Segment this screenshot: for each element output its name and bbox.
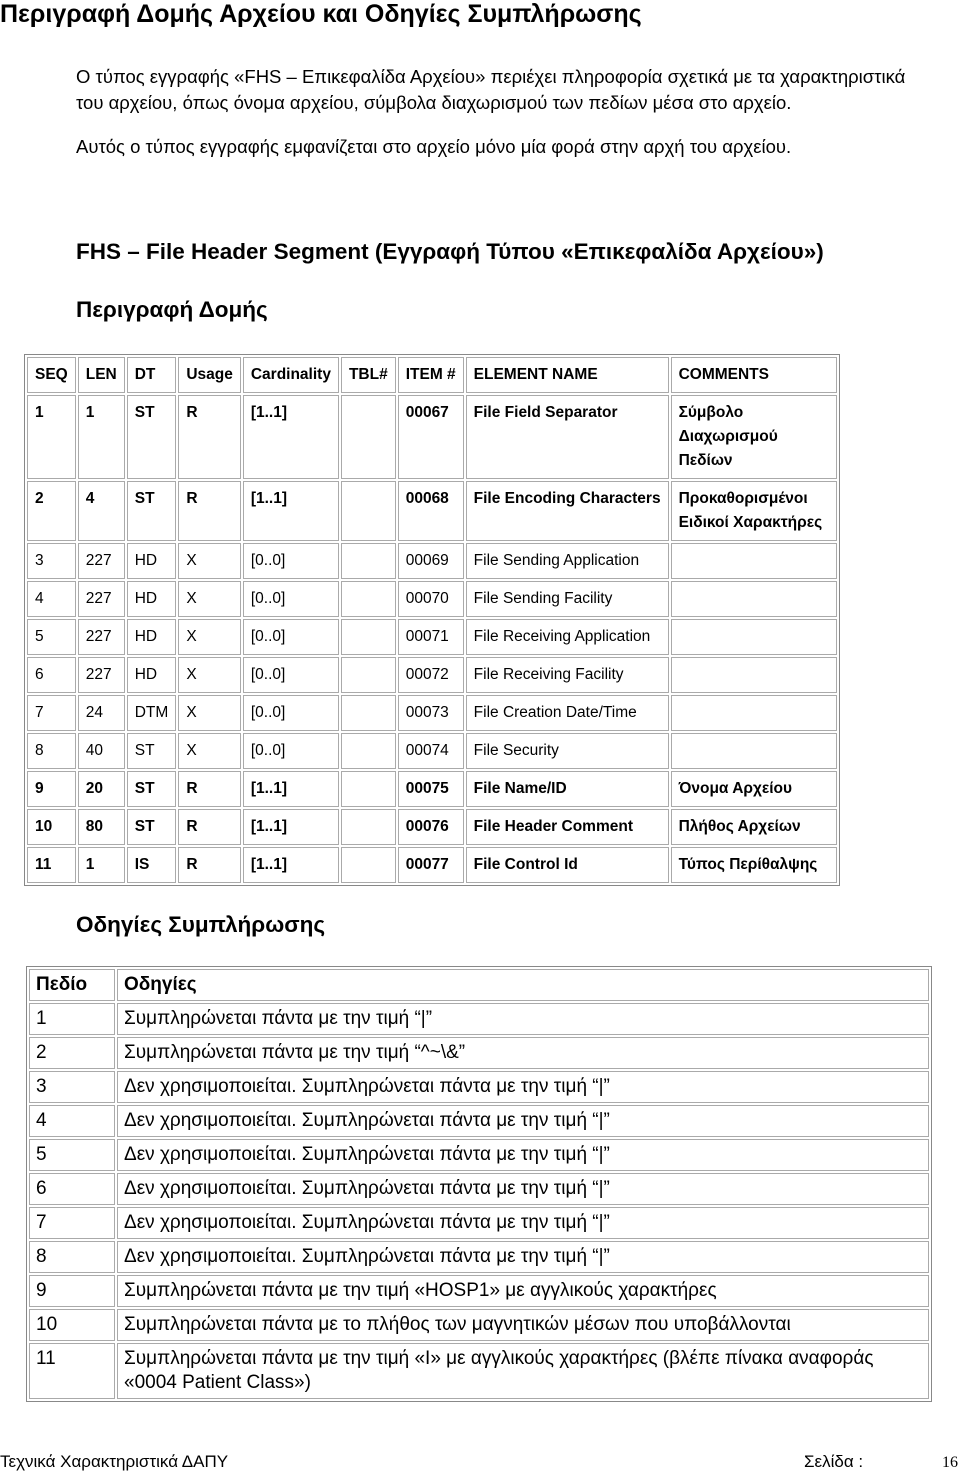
table-cell: File Sending Facility [466, 581, 669, 617]
table-cell: R [178, 771, 241, 807]
table-row [27, 847, 837, 883]
table-cell [671, 581, 837, 617]
table-cell: X [178, 733, 241, 769]
table-cell: ST [127, 481, 177, 541]
instructions-header-cell: Πεδίο [29, 969, 115, 1001]
table-cell [671, 657, 837, 693]
table-row [29, 1207, 929, 1239]
intro-text [76, 64, 926, 160]
table-cell: 10 [29, 1309, 115, 1341]
table-cell: 00074 [398, 733, 464, 769]
table-cell: 1 [78, 847, 125, 883]
table-cell: [0..0] [243, 543, 339, 579]
table-cell: Δεν χρησιμοποιείται. Συμπληρώνεται πάντα με την τιμή “|” [117, 1173, 929, 1205]
segment-header-cell: ITEM # [398, 357, 464, 393]
footer-page-label: Σελίδα : [804, 1452, 864, 1471]
table-cell: X [178, 543, 241, 579]
table-cell: 9 [29, 1275, 115, 1307]
segment-header-cell: Cardinality [243, 357, 339, 393]
table-row [27, 771, 837, 807]
table-row [27, 733, 837, 769]
table-cell: DTM [127, 695, 177, 731]
table-cell: [1..1] [243, 847, 339, 883]
table-cell [671, 695, 837, 731]
table-cell: 10 [27, 809, 76, 845]
table-cell: 3 [27, 543, 76, 579]
table-cell: 4 [27, 581, 76, 617]
segment-table-header [27, 357, 837, 393]
table-cell: 20 [78, 771, 125, 807]
table-cell: File Encoding Characters [466, 481, 669, 541]
table-cell: R [178, 809, 241, 845]
table-cell: [0..0] [243, 581, 339, 617]
table-cell: HD [127, 543, 177, 579]
table-cell: HD [127, 657, 177, 693]
table-cell: X [178, 657, 241, 693]
table-row [27, 809, 837, 845]
table-cell: Συμπληρώνεται πάντα με την τιμή «I» με αγγλικούς χαρακτήρες (βλέπε πίνακα αναφοράς «0004 Patient Class») [117, 1343, 929, 1399]
segment-header-cell: LEN [78, 357, 125, 393]
table-cell: File Name/ID [466, 771, 669, 807]
table-cell: 227 [78, 657, 125, 693]
segment-header-cell: COMMENTS [671, 357, 837, 393]
table-cell: X [178, 619, 241, 655]
table-cell: 7 [29, 1207, 115, 1239]
instructions-table [26, 966, 932, 1402]
intro-paragraph: Ο τύπος εγγραφής «FHS – Επικεφαλίδα Αρχείου» περιέχει πληροφορία σχετικά με τα χαρακτηριστικά του αρχείου, όπως όνομα αρχείου, σύμβολα διαχωρισμού των πεδίων μέσα στο αρχείο. [76, 66, 906, 113]
table-cell: 227 [78, 619, 125, 655]
table-row [29, 1241, 929, 1273]
table-cell: 3 [29, 1071, 115, 1103]
table-cell: 00071 [398, 619, 464, 655]
table-cell [341, 581, 396, 617]
footer-page-number: 16 [942, 1454, 958, 1471]
table-row [27, 481, 837, 541]
table-cell: ST [127, 771, 177, 807]
table-cell: 00072 [398, 657, 464, 693]
table-cell: R [178, 395, 241, 479]
segment-header-cell: TBL# [341, 357, 396, 393]
table-cell: 5 [29, 1139, 115, 1171]
table-cell: File Header Comment [466, 809, 669, 845]
table-row [29, 1343, 929, 1399]
table-cell: Προκαθορισμένοι Ειδικοί Χαρακτήρες [671, 481, 837, 541]
table-cell: File Sending Application [466, 543, 669, 579]
table-cell [341, 395, 396, 479]
table-cell: 11 [29, 1343, 115, 1399]
table-cell [341, 771, 396, 807]
table-cell: 4 [29, 1105, 115, 1137]
table-cell: R [178, 847, 241, 883]
table-cell: 2 [27, 481, 76, 541]
table-cell: 1 [27, 395, 76, 479]
table-cell: [0..0] [243, 657, 339, 693]
instructions-heading: Οδηγίες Συμπλήρωσης [76, 912, 326, 937]
table-cell: ST [127, 395, 177, 479]
table-row [29, 1105, 929, 1137]
table-cell: [0..0] [243, 695, 339, 731]
segment-header-cell: DT [127, 357, 177, 393]
table-cell: File Receiving Facility [466, 657, 669, 693]
table-cell [341, 695, 396, 731]
table-cell: HD [127, 581, 177, 617]
table-cell: 11 [27, 847, 76, 883]
table-cell: 6 [29, 1173, 115, 1205]
table-cell [341, 847, 396, 883]
table-cell: 1 [78, 395, 125, 479]
table-cell [341, 481, 396, 541]
table-cell: [0..0] [243, 733, 339, 769]
table-cell: 6 [27, 657, 76, 693]
table-cell: HD [127, 619, 177, 655]
table-cell: Δεν χρησιμοποιείται. Συμπληρώνεται πάντα με την τιμή “|” [117, 1207, 929, 1239]
table-cell [341, 657, 396, 693]
table-cell: [1..1] [243, 481, 339, 541]
table-cell: 00077 [398, 847, 464, 883]
table-cell: 00075 [398, 771, 464, 807]
table-cell: Συμπληρώνεται πάντα με το πλήθος των μαγνητικών μέσων που υποβάλλονται [117, 1309, 929, 1341]
table-cell: File Control Id [466, 847, 669, 883]
table-cell: Όνομα Αρχείου [671, 771, 837, 807]
table-cell [671, 619, 837, 655]
table-cell: 00067 [398, 395, 464, 479]
table-cell [341, 733, 396, 769]
table-cell: 227 [78, 581, 125, 617]
instructions-table-header [29, 969, 929, 1001]
table-row [27, 543, 837, 579]
table-cell: 00068 [398, 481, 464, 541]
table-cell: 4 [78, 481, 125, 541]
intro-paragraph: Αυτός ο τύπος εγγραφής εμφανίζεται στο αρχείο μόνο μία φορά στην αρχή του αρχείου. [76, 136, 792, 157]
table-cell: 227 [78, 543, 125, 579]
table-cell: File Receiving Application [466, 619, 669, 655]
table-cell: 00069 [398, 543, 464, 579]
table-cell: R [178, 481, 241, 541]
table-cell [341, 809, 396, 845]
segment-header-cell: SEQ [27, 357, 76, 393]
table-cell: Τύπος Περίθαλψης [671, 847, 837, 883]
table-cell: ST [127, 809, 177, 845]
table-cell: Δεν χρησιμοποιείται. Συμπληρώνεται πάντα με την τιμή “|” [117, 1105, 929, 1137]
table-row [29, 1173, 929, 1205]
table-cell: 7 [27, 695, 76, 731]
segment-header-cell: ELEMENT NAME [466, 357, 669, 393]
table-cell: 2 [29, 1037, 115, 1069]
table-cell: File Field Separator [466, 395, 669, 479]
table-cell: 00073 [398, 695, 464, 731]
table-cell [671, 543, 837, 579]
footer-document-title: Τεχνικά Χαρακτηριστικά ΔΑΠΥ [0, 1452, 229, 1471]
table-cell: IS [127, 847, 177, 883]
table-row [27, 695, 837, 731]
table-row [29, 1071, 929, 1103]
table-cell: 8 [27, 733, 76, 769]
table-cell [671, 733, 837, 769]
table-cell: 00070 [398, 581, 464, 617]
table-row [29, 1003, 929, 1035]
table-cell: 00076 [398, 809, 464, 845]
table-row [27, 619, 837, 655]
table-cell: 80 [78, 809, 125, 845]
table-cell: [1..1] [243, 395, 339, 479]
table-cell: 9 [27, 771, 76, 807]
table-row [29, 1139, 929, 1171]
table-cell: File Security [466, 733, 669, 769]
table-cell: [1..1] [243, 771, 339, 807]
table-cell: 1 [29, 1003, 115, 1035]
table-cell: Συμπληρώνεται πάντα με την τιμή “|” [117, 1003, 929, 1035]
table-cell [341, 619, 396, 655]
segment-table [24, 354, 840, 886]
structure-heading: Περιγραφή Δομής [76, 297, 268, 322]
table-cell: 40 [78, 733, 125, 769]
table-row [27, 657, 837, 693]
table-cell: X [178, 695, 241, 731]
table-cell: [0..0] [243, 619, 339, 655]
table-cell: 8 [29, 1241, 115, 1273]
table-cell: [1..1] [243, 809, 339, 845]
table-row [27, 395, 837, 479]
table-cell: Συμπληρώνεται πάντα με την τιμή “^~\&” [117, 1037, 929, 1069]
segment-heading: FHS – File Header Segment (Εγγραφή Τύπου «Επικεφαλίδα Αρχείου») [76, 239, 824, 264]
segment-header-cell: Usage [178, 357, 241, 393]
table-row [29, 1037, 929, 1069]
table-cell: Δεν χρησιμοποιείται. Συμπληρώνεται πάντα με την τιμή “|” [117, 1139, 929, 1171]
table-cell: 24 [78, 695, 125, 731]
table-cell: File Creation Date/Time [466, 695, 669, 731]
table-row [29, 1309, 929, 1341]
table-cell: Δεν χρησιμοποιείται. Συμπληρώνεται πάντα με την τιμή “|” [117, 1071, 929, 1103]
table-cell: X [178, 581, 241, 617]
table-row [29, 1275, 929, 1307]
table-cell: Δεν χρησιμοποιείται. Συμπληρώνεται πάντα με την τιμή “|” [117, 1241, 929, 1273]
table-cell: 5 [27, 619, 76, 655]
table-cell: ST [127, 733, 177, 769]
page-title: Περιγραφή Δομής Αρχείου και Οδηγίες Συμπλήρωσης [0, 0, 642, 28]
instructions-header-cell: Οδηγίες [117, 969, 929, 1001]
table-row [27, 581, 837, 617]
table-cell: Πλήθος Αρχείων [671, 809, 837, 845]
table-cell: Σύμβολο Διαχωρισμού Πεδίων [671, 395, 837, 479]
table-cell: Συμπληρώνεται πάντα με την τιμή «HOSP1» με αγγλικούς χαρακτήρες [117, 1275, 929, 1307]
table-cell [341, 543, 396, 579]
